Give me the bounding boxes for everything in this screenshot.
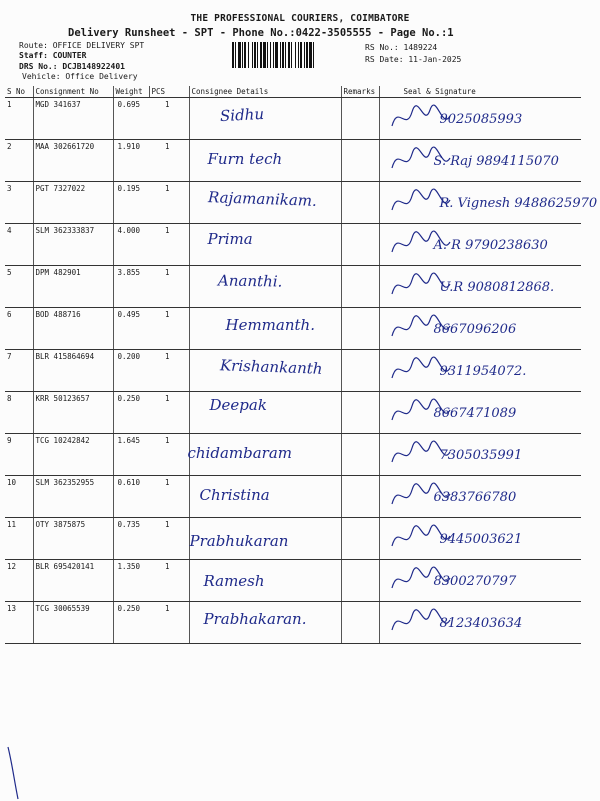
signature-cell — [379, 308, 581, 350]
col-consignee: Consignee Details — [189, 86, 341, 98]
signature-text: S. Raj 9894115070 — [433, 154, 559, 169]
table-row — [5, 182, 581, 224]
consignee-name: Furn tech — [207, 150, 283, 168]
weight-cell: 0.495 — [113, 308, 149, 350]
rs-number: RS No.: 1489224 — [365, 43, 438, 52]
weight-cell: 0.250 — [113, 602, 149, 644]
remarks-cell — [341, 182, 379, 224]
signature-cell — [379, 602, 581, 644]
remarks-cell — [341, 308, 379, 350]
consignee-cell — [189, 224, 341, 266]
consignee-cell — [189, 434, 341, 476]
signature-text: R. Vignesh 9488625970 — [439, 196, 598, 211]
col-weight: Weight — [113, 86, 149, 98]
consignee-name: Ananthi. — [217, 271, 283, 291]
signature-cell — [379, 560, 581, 602]
signature-cell — [379, 434, 581, 476]
signature-text: 7305035991 — [439, 448, 523, 463]
sno-cell: 13 — [5, 602, 33, 644]
pcs-cell — [149, 182, 189, 224]
remarks-cell — [341, 434, 379, 476]
consignee-cell — [189, 350, 341, 392]
signature-cell — [379, 518, 581, 560]
weight-cell: 3.855 — [113, 266, 149, 308]
pcs-cell — [149, 350, 189, 392]
weight-cell: 1.910 — [113, 140, 149, 182]
consignment-cell: SLM 362352955 — [33, 476, 113, 518]
consignee-cell — [189, 392, 341, 434]
company-title: THE PROFESSIONAL COURIERS, COIMBATORE — [190, 13, 410, 24]
consignee-name: Krishankanth — [219, 356, 323, 378]
consignment-cell: BLR 415864694 — [33, 350, 113, 392]
signature-cell — [379, 392, 581, 434]
table-row — [5, 434, 581, 476]
table-row — [5, 560, 581, 602]
drs-number: DRS No.: DCJB148922401 — [19, 62, 125, 71]
pcs-cell — [149, 224, 189, 266]
table-row — [5, 98, 581, 140]
consignee-name: Christina — [199, 486, 270, 504]
sno-cell: 1 — [5, 98, 33, 140]
consignment-cell: PGT 7327022 — [33, 182, 113, 224]
signature-text: 8667096206 — [433, 322, 517, 337]
weight-cell: 0.250 — [113, 392, 149, 434]
remarks-cell — [341, 98, 379, 140]
consignee-name: Deepak — [209, 396, 267, 414]
consignee-cell — [189, 182, 341, 224]
consignment-cell: MAA 302661720 — [33, 140, 113, 182]
signature-cell — [379, 266, 581, 308]
margin-pen-mark — [6, 745, 22, 801]
table-row — [5, 350, 581, 392]
pcs-cell — [149, 476, 189, 518]
pcs-value: 1 — [165, 310, 170, 319]
table-row — [5, 140, 581, 182]
consignee-cell — [189, 266, 341, 308]
sno-cell: 11 — [5, 518, 33, 560]
consignment-cell: DPM 482901 — [33, 266, 113, 308]
signature-text: U.R 9080812868. — [439, 280, 555, 295]
consignee-cell — [189, 560, 341, 602]
pcs-value: 1 — [165, 226, 170, 235]
pcs-value: 1 — [165, 142, 170, 151]
signature-text: 8300270797 — [433, 574, 517, 589]
pcs-cell — [149, 392, 189, 434]
barcode — [232, 42, 360, 68]
signature-cell — [379, 98, 581, 140]
signature-cell — [379, 182, 598, 224]
signature-cell — [379, 140, 581, 182]
col-signature: Seal & Signature — [379, 86, 581, 98]
consignment-cell: MGD 341637 — [33, 98, 113, 140]
pcs-value: 1 — [165, 520, 170, 529]
remarks-cell — [341, 518, 379, 560]
table-header-row — [5, 86, 581, 98]
signature-text: 9445003621 — [439, 532, 523, 547]
weight-cell: 0.195 — [113, 182, 149, 224]
consignee-name: Ramesh — [203, 572, 265, 590]
pcs-value: 1 — [165, 436, 170, 445]
sno-cell: 6 — [5, 308, 33, 350]
table-row — [5, 392, 581, 434]
remarks-cell — [341, 602, 379, 644]
sno-cell: 4 — [5, 224, 33, 266]
weight-cell: 0.695 — [113, 98, 149, 140]
sno-cell: 8 — [5, 392, 33, 434]
remarks-cell — [341, 476, 379, 518]
pcs-cell — [149, 518, 189, 560]
consignment-cell: KRR 50123657 — [33, 392, 113, 434]
remarks-cell — [341, 224, 379, 266]
pcs-cell — [149, 140, 189, 182]
remarks-cell — [341, 266, 379, 308]
runsheet-subtitle: Delivery Runsheet - SPT - Phone No.:0422-3505555 - Page No.:1 — [68, 27, 454, 39]
sno-cell: 12 — [5, 560, 33, 602]
sno-cell: 5 — [5, 266, 33, 308]
sno-cell: 2 — [5, 140, 33, 182]
col-sno: S No — [5, 86, 33, 98]
pcs-cell — [149, 266, 189, 308]
pcs-cell — [149, 602, 189, 644]
consignment-cell: SLM 362333837 — [33, 224, 113, 266]
col-consignment: Consignment No — [33, 86, 113, 98]
sno-cell: 10 — [5, 476, 33, 518]
weight-cell: 0.735 — [113, 518, 149, 560]
staff-label: Staff: COUNTER — [19, 51, 87, 60]
consignee-name: Prabhukaran — [189, 532, 289, 550]
signature-cell — [379, 476, 581, 518]
consignment-cell: TCG 10242842 — [33, 434, 113, 476]
weight-cell: 1.645 — [113, 434, 149, 476]
consignee-cell — [189, 602, 341, 644]
pcs-value: 1 — [165, 394, 170, 403]
table-row — [5, 602, 581, 644]
consignee-cell — [189, 308, 341, 350]
signature-text: A. R 9790238630 — [433, 238, 548, 253]
sno-cell: 7 — [5, 350, 33, 392]
consignee-name: Prabhakaran. — [203, 610, 307, 628]
table-row — [5, 518, 581, 560]
consignee-cell — [189, 98, 341, 140]
col-pcs: PCS — [149, 86, 189, 98]
consignment-cell: BOD 488716 — [33, 308, 113, 350]
route-label: Route: OFFICE DELIVERY SPT — [19, 41, 145, 50]
consignee-name: Sidhu — [219, 104, 264, 126]
pcs-value: 1 — [165, 478, 170, 487]
signature-cell — [379, 350, 581, 392]
sno-cell: 3 — [5, 182, 33, 224]
signature-text: 6383766780 — [433, 490, 517, 505]
runsheet-table — [5, 86, 598, 644]
signature-text: 9311954072. — [439, 364, 527, 379]
table-row — [5, 224, 581, 266]
weight-cell: 1.350 — [113, 560, 149, 602]
signature-text: 8123403634 — [439, 616, 523, 631]
remarks-cell — [341, 140, 379, 182]
weight-cell: 0.200 — [113, 350, 149, 392]
pcs-cell — [149, 98, 189, 140]
pcs-value: 1 — [165, 604, 170, 613]
col-remarks: Remarks — [341, 86, 379, 98]
rs-date: RS Date: 11-Jan-2025 — [365, 55, 462, 64]
consignee-cell — [189, 476, 341, 518]
table-row — [5, 308, 581, 350]
consignee-name: Rajamanikam. — [207, 188, 317, 210]
pcs-value: 1 — [165, 352, 170, 361]
consignment-cell: BLR 695420141 — [33, 560, 113, 602]
pcs-value: 1 — [165, 268, 170, 277]
pcs-value: 1 — [165, 184, 170, 193]
pcs-cell — [149, 434, 189, 476]
signature-text: 9025085993 — [439, 112, 523, 127]
table-row — [5, 266, 581, 308]
sno-cell: 9 — [5, 434, 33, 476]
remarks-cell — [341, 350, 379, 392]
consignee-name: Hemmanth. — [225, 316, 315, 334]
signature-text: 8667471089 — [433, 406, 517, 421]
weight-cell: 4.000 — [113, 224, 149, 266]
pcs-value: 1 — [165, 100, 170, 109]
barcode-bar — [314, 42, 316, 68]
consignee-cell — [189, 140, 341, 182]
remarks-cell — [341, 392, 379, 434]
consignment-cell: TCG 30065539 — [33, 602, 113, 644]
pcs-cell — [149, 560, 189, 602]
consignee-cell — [189, 518, 341, 560]
pcs-cell — [149, 308, 189, 350]
vehicle-label: Vehicle: Office Delivery — [22, 72, 138, 81]
pcs-value: 1 — [165, 562, 170, 571]
consignee-name: chidambaram — [187, 444, 293, 462]
table-row — [5, 476, 581, 518]
consignment-cell: OTY 3875875 — [33, 518, 113, 560]
consignee-name: Prima — [207, 230, 253, 248]
remarks-cell — [341, 560, 379, 602]
weight-cell: 0.610 — [113, 476, 149, 518]
signature-cell — [379, 224, 581, 266]
